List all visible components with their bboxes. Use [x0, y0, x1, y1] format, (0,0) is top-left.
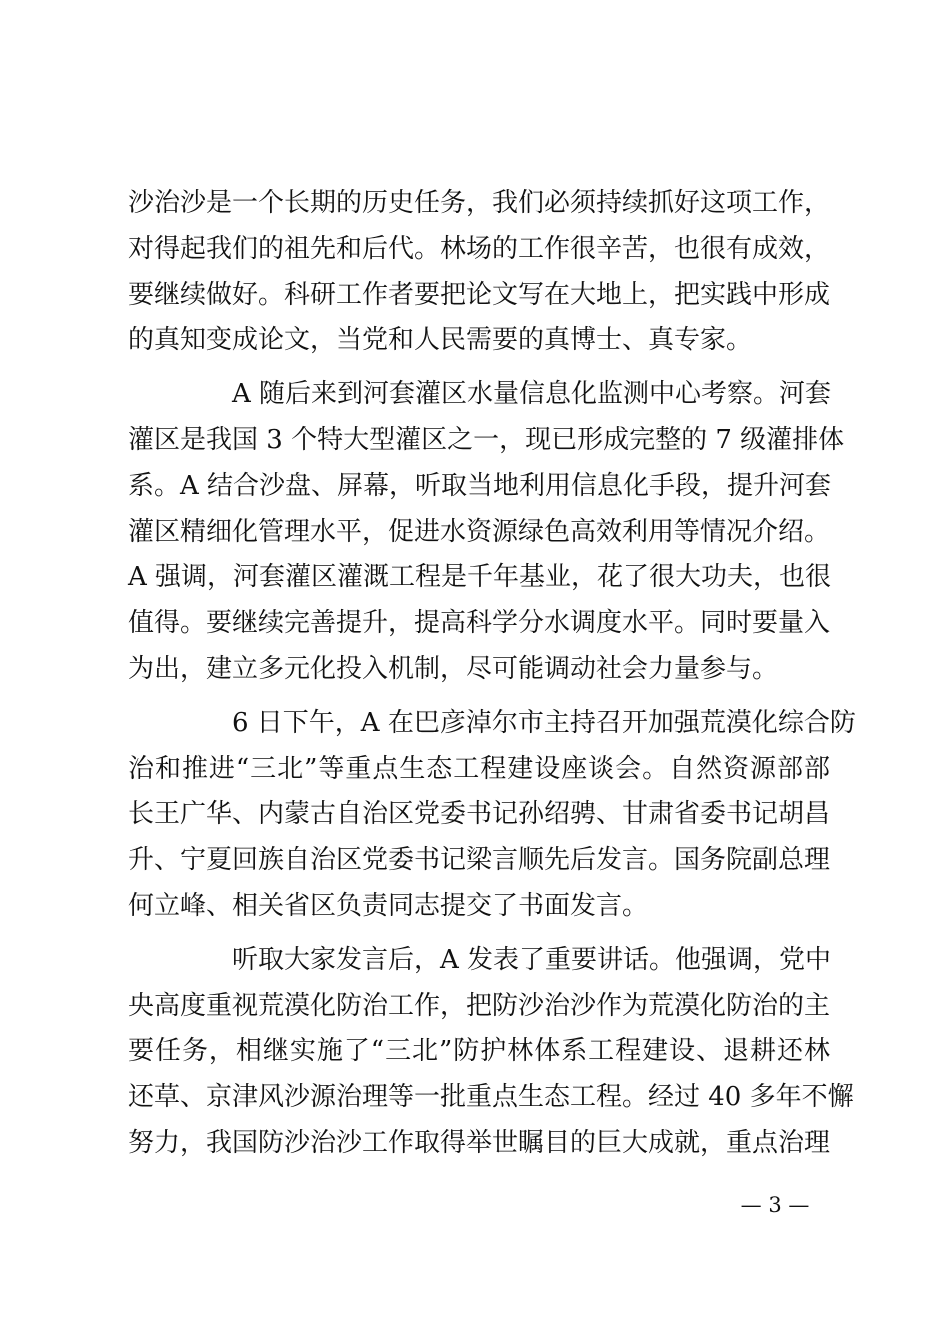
text-line: 何立峰、相关省区负责同志提交了书面发言。 — [128, 890, 649, 921]
text-line: 的真知变成论文，当党和人民需要的真博士、真专家。 — [128, 325, 753, 356]
text-line: 6 日下午，A 在巴彦淖尔市主持召开加强荒漠化综合防 — [232, 707, 856, 738]
text-line: 灌区是我国 3 个特大型灌区之一，现已形成完整的 7 级灌排体 — [128, 424, 845, 455]
text-line: 要任务，相继实施了“三北”防护林体系工程建设、退耕还林 — [128, 1036, 830, 1067]
text-line: 努力，我国防沙治沙工作取得举世瞩目的巨大成就，重点治理 — [128, 1127, 831, 1158]
page-number: — 3 — — [740, 1193, 810, 1217]
text-line: A 随后来到河套灌区水量信息化监测中心考察。河套 — [232, 379, 832, 410]
text-line: 值得。要继续完善提升，提高科学分水调度水平。同时要量入 — [128, 608, 831, 639]
text-line: A 强调，河套灌区灌溉工程是千年基业，花了很大功夫，也很 — [128, 562, 832, 593]
paragraph — [128, 372, 845, 693]
paragraph — [128, 938, 854, 1167]
text-line: 听取大家发言后，A 发表了重要讲话。他强调，党中 — [232, 944, 832, 975]
paragraph — [128, 701, 856, 930]
text-line: 对得起我们的祖先和后代。林场的工作很辛苦，也很有成效， — [128, 233, 831, 264]
text-line: 要继续做好。科研工作者要把论文写在大地上，把实践中形成 — [128, 279, 831, 310]
text-line: 灌区精细化管理水平，促进水资源绿色高效利用等情况介绍。 — [128, 516, 831, 547]
body-text — [128, 181, 856, 1167]
text-line: 还草、京津风沙源治理等一批重点生态工程。经过 40 多年不懈 — [128, 1082, 854, 1113]
text-line: 长王广华、内蒙古自治区党委书记孙绍骋、甘肃省委书记胡昌 — [128, 799, 831, 830]
text-line: 为出，建立多元化投入机制，尽可能调动社会力量参与。 — [128, 653, 779, 684]
text-line: 升、宁夏回族自治区党委书记梁言顺先后发言。国务院副总理 — [128, 845, 831, 876]
text-line: 央高度重视荒漠化防治工作，把防沙治沙作为荒漠化防治的主 — [128, 990, 831, 1021]
paragraph — [128, 181, 830, 364]
text-line: 沙治沙是一个长期的历史任务，我们必须持续抓好这项工作， — [128, 188, 831, 218]
text-line: 治和推进“三北”等重点生态工程建设座谈会。自然资源部部 — [128, 753, 830, 784]
text-line: 系。A 结合沙盘、屏幕，听取当地利用信息化手段，提升河套 — [128, 470, 832, 501]
